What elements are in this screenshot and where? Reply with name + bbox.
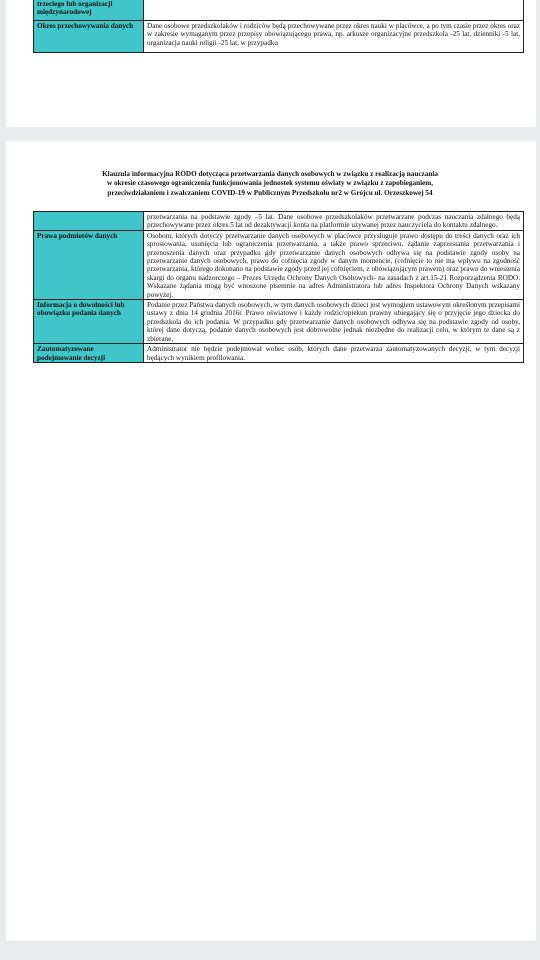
document-page-1 xyxy=(6,0,536,127)
row-text-obligation: Podanie przez Państwa danych osobowych, w tym danych osobowych dzieci jest wymogiem ustawowym określonym przepisami ustawy z dnia 14 grudnia 2016r. Prawo oświatowe i każdy rodzic/opiekun prawny ubiegający się o przyjęcie jego dziecka do przedszkola do ich podania. W przypadku gdy przetwarzanie danych osobowych odbywa się na podstawie zgody od osoby, której dane dotyczą, podanie danych osobowych jest dobrowolne jednak niezbędne do realizacji celu, w którym te dane są z zbierane. xyxy=(144,300,524,344)
heading-line: Klauzula informacyjna RODO dotycząca przetwarzania danych osobowych w związku z realizacją nauczania xyxy=(102,170,438,178)
row-label-transfer: trzeciego lub organizacji międzynarodowej xyxy=(34,0,144,21)
row-label-automated-decisions: Zautomatyzowane podejmowanie decyzji xyxy=(34,344,144,363)
gdpr-table-continued xyxy=(33,0,524,53)
row-label-obligation: Informacja o dowolności lub obowiązku podania danych xyxy=(34,300,144,344)
row-label-retention: Okres przechowywania danych xyxy=(34,21,144,53)
clause-heading xyxy=(56,170,484,198)
row-text-retention-cont: przetwarzania na podstawie zgody –5 lat. Dane osobowe przedszkolaków przetwarzane podczas nauczania zdalnego będą przechowywane przez okres 5 lat od dezaktywacji konta na platformie używanej przez nauczyciela do kontaktu zdalnego. xyxy=(144,212,524,231)
heading-line: przeciwdziałaniem i zwalczaniem COVID-19 w Publicznym Przedszkolu nr2 w Grójcu ul. Orzeszkowej 54 xyxy=(107,188,433,197)
gdpr-table xyxy=(33,211,524,363)
heading-line: w okresie czasowego ograniczenia funkcjonowania jednostek systemu oświaty w związku z zapobieganiem, xyxy=(106,179,434,188)
document-page-2 xyxy=(6,141,536,941)
table-row xyxy=(34,21,524,53)
row-text-transfer xyxy=(144,0,524,21)
row-label-retention-cont xyxy=(34,212,144,231)
table-row xyxy=(34,0,524,21)
table-row xyxy=(34,300,524,344)
row-text-rights: Osobom, których dotyczy przetwarzanie danych osobowych w placówce przysługuje prawo dostępu do treści danych oraz ich sprostowania, usunięcia lub ograniczenia przetwarzania, a także prawo sprzeciwu, żądanie zaprzestania przetwarzania i przenoszenia danych oraz przypadku gdy przetwarzanie danych osobowych odbywa się na podstawie zgody osoby na przetwarzanie danych osobowych, prawo do cofnięcia zgody w danym momencie, (cofnięcie to nie ma wpływu na zgodność przetwarzania, którego dokonano na podstawie zgody przed jej cofnięciem, z obowiązującym prawem) oraz prawo do wniesienia skargi do organu nadzorczego – Prezes Urzędu Ochrony Danych Osobowych- na zasadach z art.15-21 Rozporządzenia RODO. Wskazane żądania mogą być wnoszone pisemnie na adres Administratora lub adres Inspektora Ochrony Danych wskazany powyżej. xyxy=(144,230,524,299)
table-row xyxy=(34,230,524,299)
table-row xyxy=(34,344,524,363)
row-text-retention: Dane osobowe przedszkolaków i rodziców będą przechowywane przez okres nauki w placówce, a po tym czasie przez okres oraz w zakresie wymaganym przez przepisy obowiązującego prawa, np. arkusze organizacyjne przedszkola -25 lat, dzienniki -5 lat, organizacja nauki religii -25 lat, w przypadku xyxy=(144,21,524,53)
row-text-automated-decisions: Administrator nie będzie podejmował wobec osób, których dane przetwarza zautomatyzowanych decyzji, w tym decyzji będących wynikiem profilowania. xyxy=(144,344,524,363)
table-row xyxy=(34,212,524,231)
row-label-rights: Prawa podmiotów danych xyxy=(34,230,144,299)
